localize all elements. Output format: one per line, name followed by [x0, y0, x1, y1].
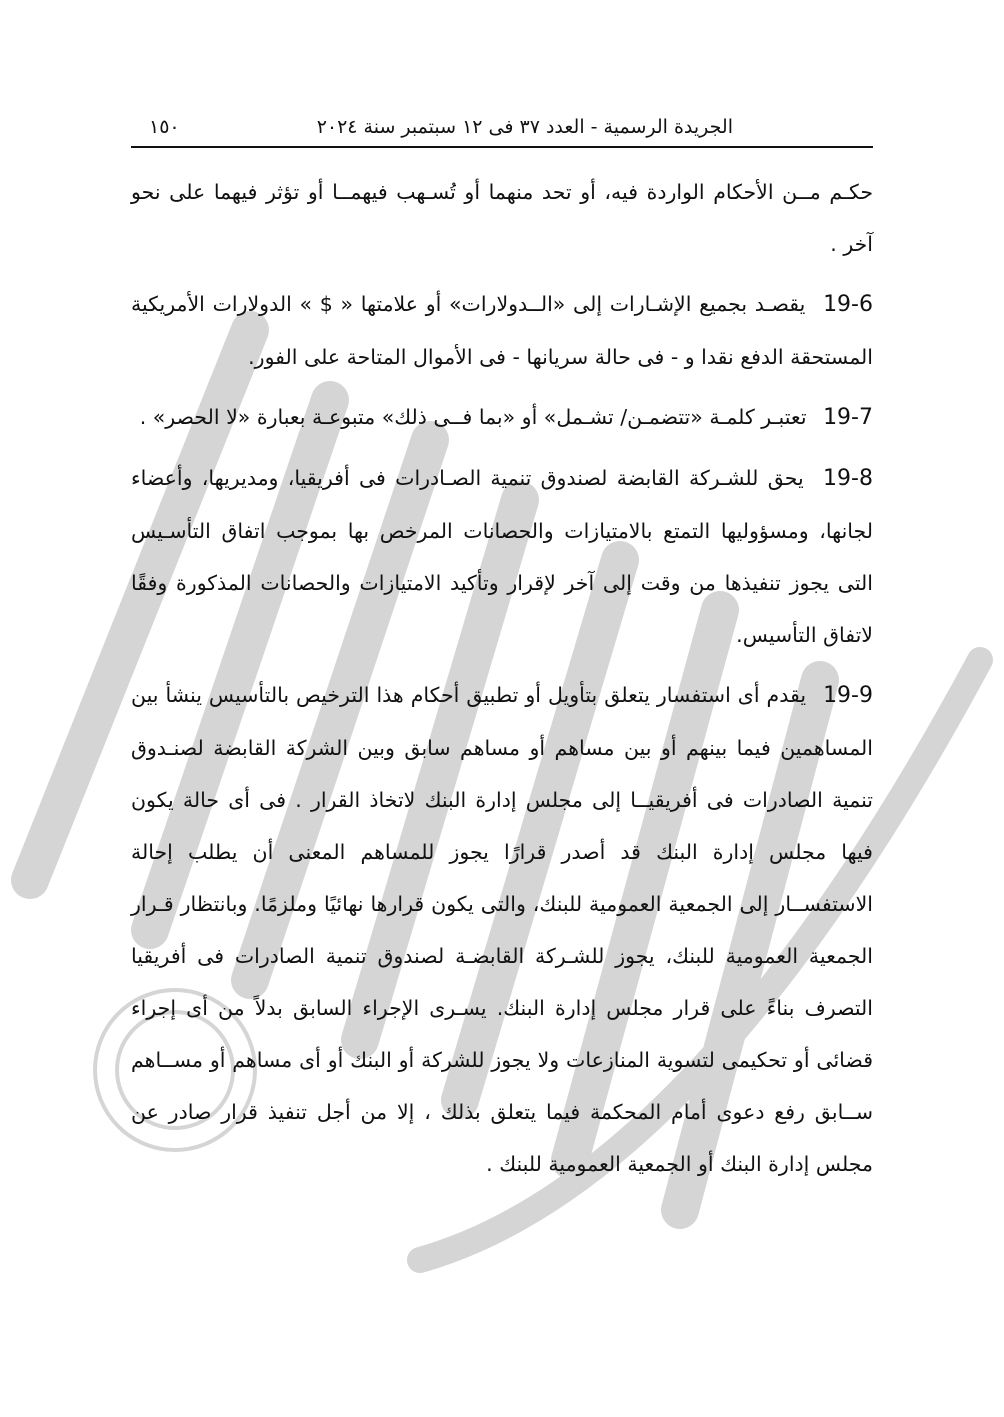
clause-number: 19-6 — [823, 292, 873, 317]
gazette-header-title: الجريدة الرسمية - العدد ٣٧ فى ١٢ سبتمبر سنة ٢٠٢٤ — [316, 116, 733, 138]
clause-number: 19-9 — [823, 683, 873, 708]
clause-paragraph — [131, 452, 873, 661]
paragraph-text: يقدم أى استفسار يتعلق بتأويل أو تطبيق أحكام هذا الترخيص بالتأسيس ينشأ بين المساهمين فيما بينهم أو بين مساهم أو مساهم سابق وبين الشركة القابضة لصنـدوق تنمية الصادرات فى أفريقيــا إلى مجلس إدارة البنك لاتخاذ القرار . فى أى حالة يكون فيها مجلس إدارة البنك قد أصدر قرارًا يجوز للمساهم المعنى أن يطلب إحالة الاستفســار إلى الجمعية العمومية للبنك، والتى يكون قرارها نهائيًا وملزمًا. وبانتظار قـرار الجمعية العمومية للبنك، يجوز للشـركة القابضـة لصندوق تنمية الصادرات فى أفريقيا التصرف بناءً على قرار مجلس إدارة البنك. يسـرى الإجراء السابق بدلاً من أى إجراء قضائى أو تحكيمى لتسوية المنازعات ولا يجوز للشركة أو البنك أو أى مساهم أو مســاهم ســابق رفع دعوى أمام المحكمة فيما يتعلق بذلك ، إلا من أجل تنفيذ قرار صادر عن مجلس إدارة البنك أو الجمعية العمومية للبنك . — [131, 683, 873, 1176]
document-body — [131, 166, 873, 1190]
clause-paragraph — [131, 391, 873, 444]
clause-number: 19-8 — [823, 466, 873, 491]
paragraph-text: يحق للشـركة القابضة لصندوق تنمية الصـادرات فى أفريقيا، ومديريها، وأعضاء لجانها، ومسؤوليها التمتع بالامتيازات والحصانات المرخص بها بموجب اتفاق التأسـيس التى يجوز تنفيذها من وقت إلى آخر لإقرار وتأكيد الامتيازات والحصانات المذكورة وفقًا لاتفاق التأسيس. — [131, 466, 873, 647]
page-header — [131, 110, 873, 148]
paragraph-text: تعتبـر كلمـة «تتضمـن/ تشـمل» أو «بما فــى ذلك» متبوعـة بعبارة «لا الحصر» . — [139, 405, 807, 429]
document-page — [131, 110, 873, 1198]
clause-number: 19-7 — [823, 405, 873, 430]
clause-paragraph — [131, 669, 873, 1190]
paragraph-text: حكـم مــن الأحكام الواردة فيه، أو تحد منهما أو تُسـهب فيهمــا أو تؤثر فيهما على نحو آخر . — [131, 180, 873, 256]
page-number: ١٥٠ — [149, 116, 180, 138]
clause-paragraph — [131, 278, 873, 383]
paragraph-text: يقصـد بجميع الإشـارات إلى «الــدولارات» أو علامتها « $ » الدولارات الأمريكية المستحقة الدفع نقدا و - فى حالة سريانها - فى الأموال المتاحة على الفور. — [131, 292, 873, 369]
paragraph — [131, 166, 873, 270]
